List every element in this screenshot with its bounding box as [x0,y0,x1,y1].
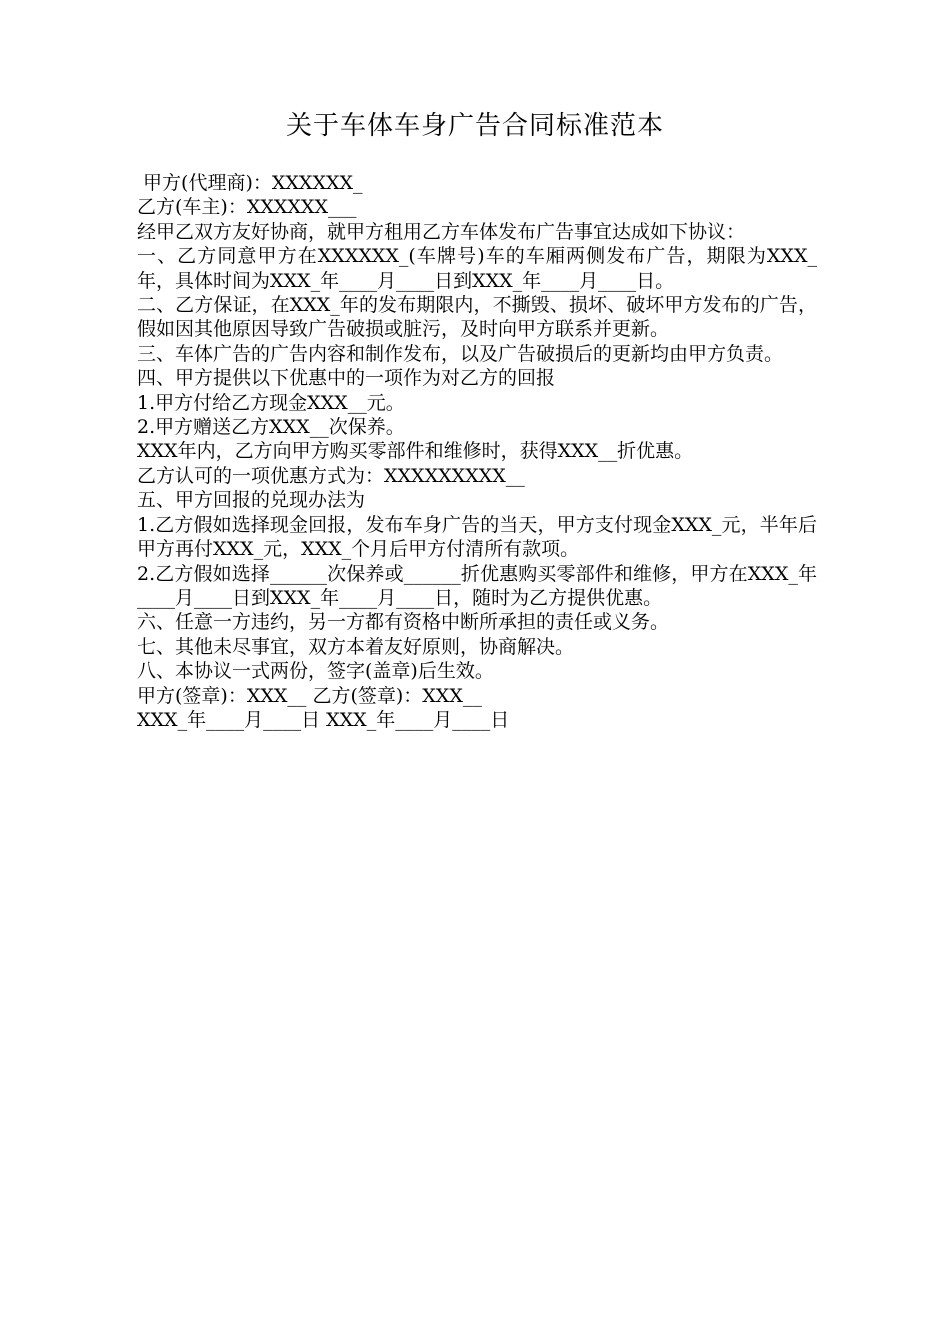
preamble-paragraph: 经甲乙双方友好协商，就甲方租用乙方车体发布广告事宜达成如下协议： [137,220,746,243]
clause-5-heading: 五、甲方回报的兑现办法为 [137,489,366,512]
clause-1-paragraph: 一、乙方同意甲方在XXXXXX_(车牌号)车的车厢两侧发布广告，期限为XXX_年，具体时间为XXX_年____月____日到XXX_年____月____日。 [137,245,817,292]
clause-6-paragraph: 六、任意一方违约，另一方都有资格中断所承担的责任或义务。 [137,611,670,634]
date-line: XXX_年____月____日 XXX_年____月____日 [137,708,510,731]
party-a-line: 甲方(代理商)：XXXXXX_ [137,172,363,194]
clause-4-option-3: XXX年内，乙方向甲方购买零部件和维修时，获得XXX__折优惠。 [137,440,694,463]
clause-7-paragraph: 七、其他未尽事宜，双方本着友好原则，协商解决。 [137,635,575,658]
clause-3-paragraph: 三、车体广告的广告内容和制作发布，以及广告破损后的更新均由甲方负责。 [137,342,784,365]
clause-4-option-1: 1.甲方付给乙方现金XXX__元。 [137,391,405,414]
clause-8-paragraph: 八、本协议一式两份，签字(盖章)后生效。 [137,660,494,683]
clause-4-option-2: 2.甲方赠送乙方XXX__次保养。 [137,416,405,439]
clause-4-chosen-option: 乙方认可的一项优惠方式为：XXXXXXXXX__ [137,464,525,487]
clause-4-heading: 四、甲方提供以下优惠中的一项作为对乙方的回报 [137,367,556,390]
clause-2-paragraph: 二、乙方保证，在XXX_年的发布期限内，不撕毁、损坏、破坏甲方发布的广告，假如因其他原因导致广告破损或脏污，及时向甲方联系并更新。 [137,294,817,341]
document-title: 关于车体车身广告合同标准范本 [285,111,664,141]
party-b-line: 乙方(车主)：XXXXXX___ [137,196,357,219]
clause-5-item-1: 1.乙方假如选择现金回报，发布车身广告的当天，甲方支付现金XXX_元，半年后甲方再付XXX_元，XXX_个月后甲方付清所有款项。 [137,513,817,561]
clause-5-item-2: 2.乙方假如选择______次保养或______折优惠购买零部件和维修，甲方在XXX_年____月____日到XXX_年____月____日，随时为乙方提供优惠。 [137,562,817,609]
signature-line: 甲方(签章)：XXX__ 乙方(签章)：XXX__ [137,684,482,707]
document-body [137,171,817,732]
